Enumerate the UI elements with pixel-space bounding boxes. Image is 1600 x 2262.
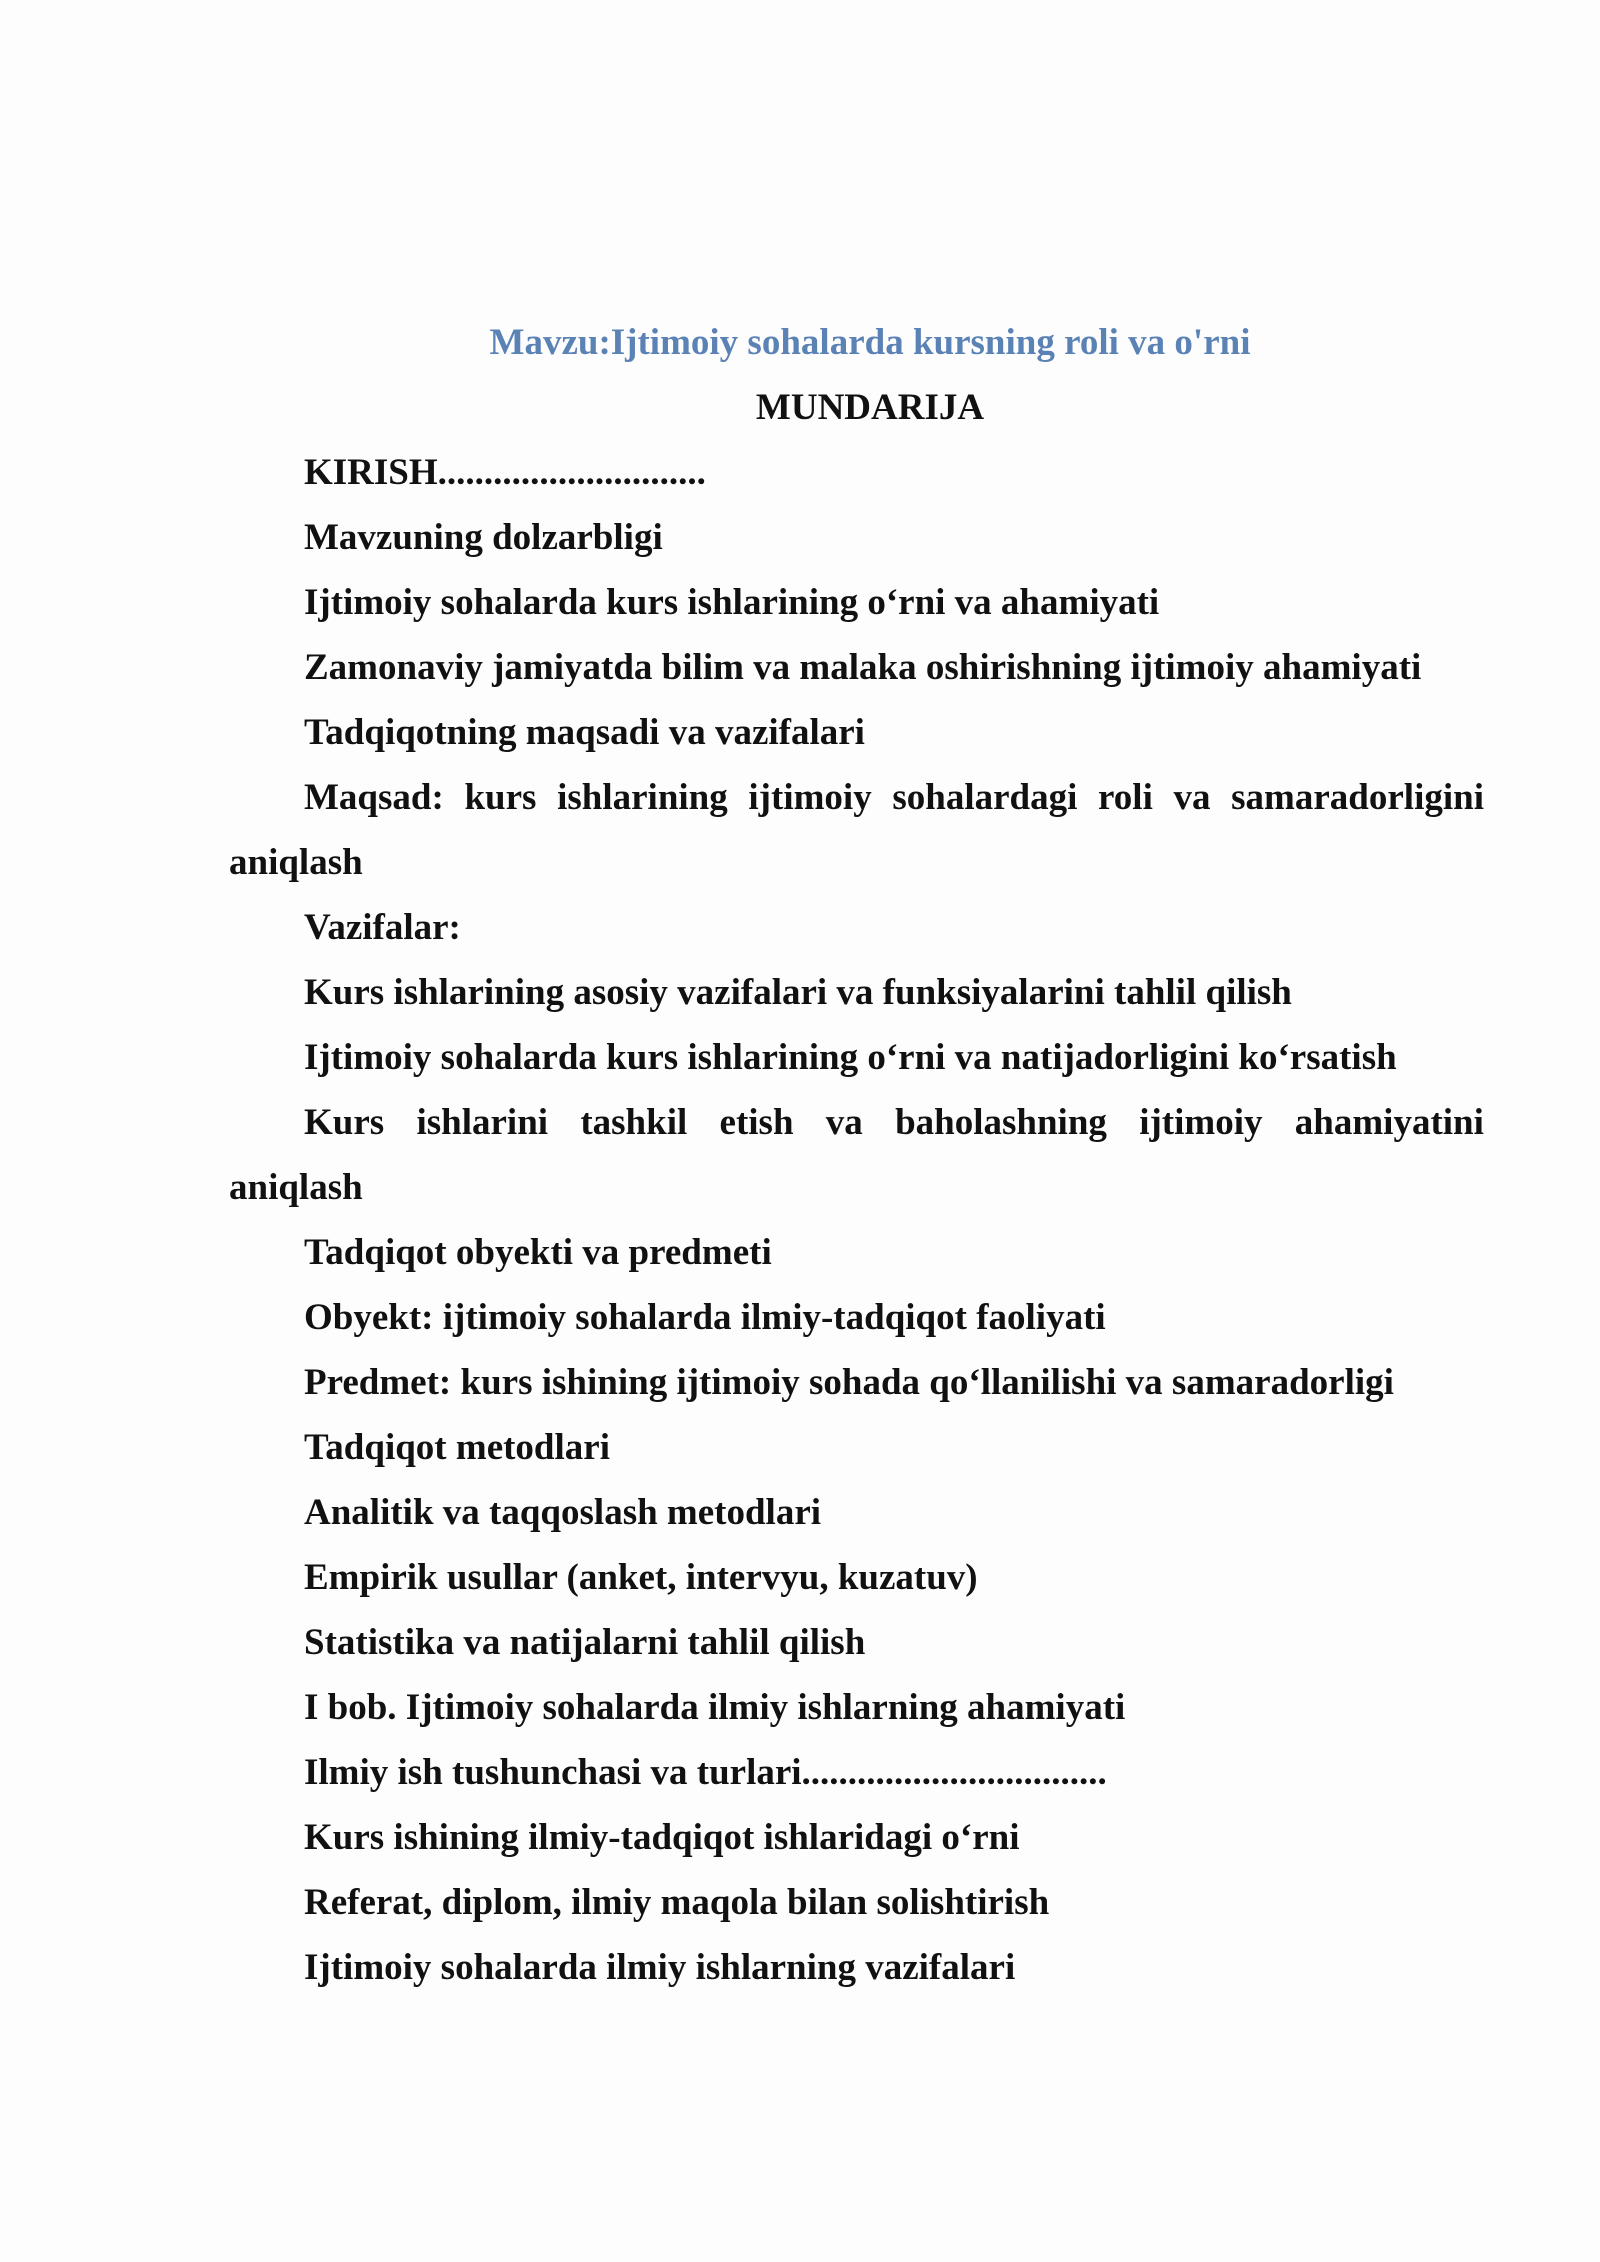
word: ishlarining: [557, 777, 728, 818]
toc-line: [0, 1683, 1600, 1748]
word: samaradorligini: [1231, 777, 1484, 818]
toc-line-text: [304, 1098, 1484, 1148]
toc-line-text: Obyekt: ijtimoiy sohalarda ilmiy-tadqiqot faoliyati: [304, 1297, 1106, 1338]
toc-line: [0, 1488, 1600, 1553]
toc-line: [0, 1293, 1600, 1358]
toc-line-text: Statistika va natijalarni tahlil qilish: [304, 1622, 866, 1663]
toc-line: [0, 903, 1600, 968]
toc-line: [0, 513, 1600, 578]
word: baholashning: [895, 1102, 1107, 1143]
toc-line-text: Ijtimoiy sohalarda kurs ishlarining o‘rni va natijadorligini ko‘rsatish: [304, 1037, 1397, 1078]
word: Kurs: [304, 1102, 385, 1143]
toc-line: [0, 1098, 1600, 1163]
toc-line-text: KIRISH.............................: [304, 452, 706, 493]
toc-line-text: Predmet: kurs ishining ijtimoiy sohada qo‘llanilishi va samaradorligi: [304, 1362, 1394, 1403]
toc-line: [0, 1618, 1600, 1683]
toc-line: [0, 968, 1600, 1033]
toc-line: [0, 1553, 1600, 1618]
toc-line: [0, 1423, 1600, 1488]
toc-line: [0, 448, 1600, 513]
word: ijtimoiy: [748, 777, 872, 818]
toc-line: [0, 1943, 1600, 2008]
toc-line-text: aniqlash: [229, 1167, 363, 1208]
table-of-contents: [0, 448, 1600, 2008]
toc-line: [0, 838, 1600, 903]
word: sohalardagi: [892, 777, 1078, 818]
toc-line-text: Kurs ishlarining asosiy vazifalari va funksiyalarini tahlil qilish: [304, 972, 1292, 1013]
toc-line-text: Referat, diplom, ilmiy maqola bilan solishtirish: [304, 1882, 1050, 1923]
toc-heading: MUNDARIJA: [755, 387, 985, 428]
word: ahamiyatini: [1294, 1102, 1484, 1143]
toc-line-text: Vazifalar:: [304, 907, 461, 948]
toc-line-text: Analitik va taqqoslash metodlari: [304, 1492, 822, 1533]
toc-line-text: Zamonaviy jamiyatda bilim va malaka oshirishning ijtimoiy ahamiyati: [304, 647, 1422, 688]
word: va: [1173, 777, 1211, 818]
word: va: [825, 1102, 863, 1143]
toc-line-text: Tadqiqot metodlari: [304, 1427, 610, 1468]
word: kurs: [464, 777, 537, 818]
toc-line: [0, 643, 1600, 708]
toc-line-text: aniqlash: [229, 842, 363, 883]
toc-line-text: Ilmiy ish tushunchasi va turlari.................................: [304, 1752, 1107, 1793]
toc-line-text: Ijtimoiy sohalarda kurs ishlarining o‘rni va ahamiyati: [304, 582, 1160, 623]
word: ijtimoiy: [1139, 1102, 1263, 1143]
toc-line: [0, 708, 1600, 773]
word: roli: [1098, 777, 1153, 818]
toc-line: [0, 1748, 1600, 1813]
toc-line: [0, 1878, 1600, 1943]
toc-line-text: Kurs ishining ilmiy-tadqiqot ishlaridagi o‘rni: [304, 1817, 1020, 1858]
toc-line: [0, 1228, 1600, 1293]
toc-line-text: I bob. Ijtimoiy sohalarda ilmiy ishlarning ahamiyati: [304, 1687, 1126, 1728]
toc-line: [0, 773, 1600, 838]
toc-line: [0, 578, 1600, 643]
word: ishlarini: [416, 1102, 549, 1143]
toc-line: [0, 1358, 1600, 1423]
toc-line: [0, 1163, 1600, 1228]
word: etish: [719, 1102, 794, 1143]
toc-line-text: Tadqiqotning maqsadi va vazifalari: [304, 712, 865, 753]
word: Maqsad:: [304, 777, 444, 818]
word: tashkil: [580, 1102, 688, 1143]
toc-line-text: Mavzuning dolzarbligi: [304, 517, 663, 558]
toc-line: [0, 1033, 1600, 1098]
document-title: Mavzu:Ijtimoiy sohalarda kursning roli va o'rni: [489, 322, 1251, 363]
toc-line-text: Empirik usullar (anket, intervyu, kuzatuv): [304, 1557, 978, 1598]
toc-line-text: Ijtimoiy sohalarda ilmiy ishlarning vazifalari: [304, 1947, 1016, 1988]
toc-line-text: Tadqiqot obyekti va predmeti: [304, 1232, 772, 1273]
toc-line-text: [304, 773, 1484, 823]
toc-line: [0, 1813, 1600, 1878]
